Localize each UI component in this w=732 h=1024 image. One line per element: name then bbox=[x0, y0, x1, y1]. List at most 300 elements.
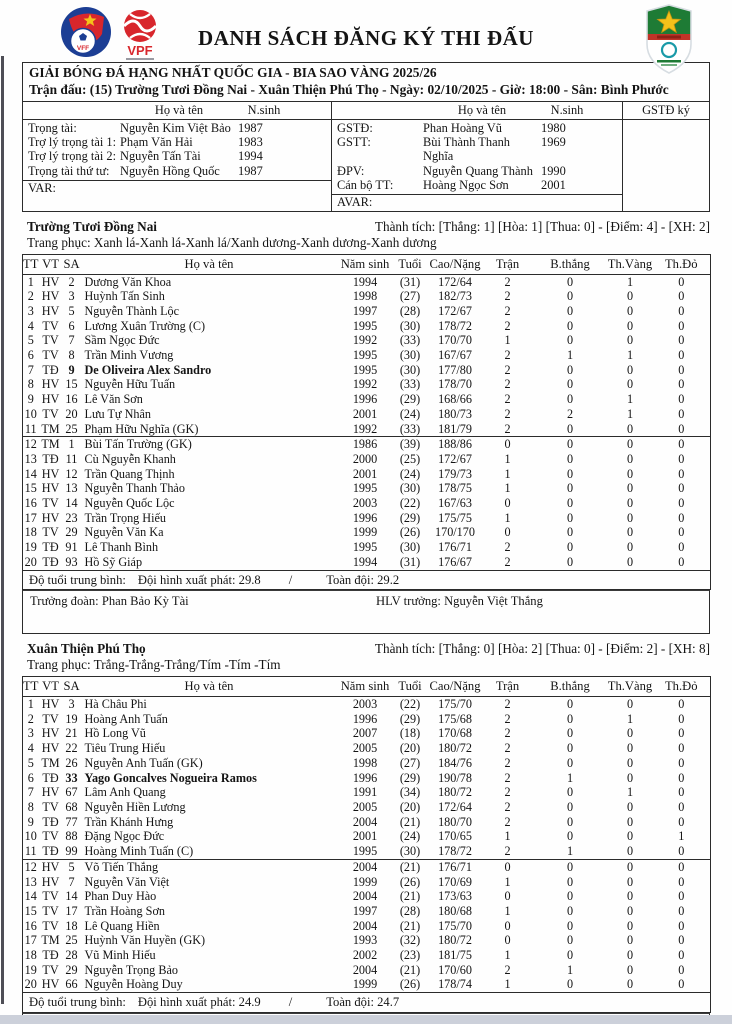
player-sa: 68 bbox=[65, 800, 78, 814]
player-match: 0 bbox=[504, 918, 511, 933]
official-row bbox=[332, 178, 622, 192]
player-born: 1995 bbox=[352, 318, 378, 333]
player-row bbox=[23, 697, 711, 712]
player-tt: 7 bbox=[27, 362, 34, 377]
player-match: 2 bbox=[504, 962, 511, 977]
player-vt: HV bbox=[41, 741, 60, 756]
player-born: 1992 bbox=[352, 377, 378, 392]
player-row bbox=[23, 875, 711, 890]
player-match: 1 bbox=[504, 903, 511, 918]
player-match: 2 bbox=[504, 770, 511, 785]
player-hw: 170/70 bbox=[438, 333, 472, 348]
player-hw: 176/71 bbox=[438, 540, 472, 555]
player-age: (26) bbox=[399, 525, 421, 540]
signature-column bbox=[622, 102, 709, 211]
player-age: (30) bbox=[399, 540, 421, 555]
player-hw: 177/80 bbox=[438, 362, 472, 377]
player-vt: HV bbox=[41, 481, 60, 496]
player-hw: 175/70 bbox=[438, 918, 472, 933]
col-header-goals: B.thắng bbox=[533, 677, 608, 697]
player-vt: HV bbox=[41, 274, 60, 289]
player-age: (20) bbox=[399, 800, 421, 814]
team2-kit: Trang phục: Trắng-Trắng-Trắng/Tím -Tím -Tím bbox=[27, 657, 281, 673]
player-match: 1 bbox=[504, 451, 511, 466]
player-born: 1998 bbox=[352, 755, 378, 770]
player-yellow: 0 bbox=[626, 362, 634, 377]
player-hw: 176/71 bbox=[428, 859, 483, 874]
player-sa: 22 bbox=[65, 741, 78, 756]
player-goals: 0 bbox=[566, 274, 574, 289]
player-tt: 6 bbox=[27, 348, 34, 363]
player-yellow: 0 bbox=[626, 333, 634, 348]
player-yellow: 1 bbox=[626, 348, 634, 363]
player-vt: TV bbox=[42, 711, 59, 726]
player-yellow: 1 bbox=[626, 274, 634, 289]
player-name: Hồ Sỹ Giáp bbox=[84, 554, 143, 569]
official-role: Trợ lý trọng tài 1: bbox=[28, 135, 117, 150]
official-row bbox=[23, 135, 331, 149]
player-name: Hoàng Anh Tuấn bbox=[84, 711, 168, 726]
player-born: 1995 bbox=[352, 362, 378, 377]
official-role: Trọng tài: bbox=[28, 121, 77, 135]
player-age: (26) bbox=[399, 977, 421, 992]
player-age: (21) bbox=[393, 859, 428, 874]
player-name: Hà Châu Phi bbox=[84, 697, 147, 712]
player-yellow: 0 bbox=[626, 510, 634, 525]
player-name: Nguyễn Hiền Lương bbox=[84, 800, 186, 814]
player-tt: 5 bbox=[27, 333, 34, 348]
player-name: Lương Xuân Trường (C) bbox=[84, 318, 206, 333]
official-name: Hoàng Ngọc Sơn bbox=[423, 177, 509, 192]
player-hw: 167/63 bbox=[438, 496, 472, 511]
official-name: Nguyễn Tấn Tài bbox=[120, 149, 201, 164]
player-tt: 2 bbox=[27, 289, 34, 304]
match-info: Trận đấu: (15) Trường Tươi Đồng Nai - Xuân Thiện Phú Thọ - Ngày: 02/10/2025 - Giờ: 18:00 - Sân: Bình Phước bbox=[29, 81, 669, 97]
player-row bbox=[23, 511, 711, 526]
player-hw: 167/67 bbox=[438, 348, 472, 363]
player-name: Nguyễn Văn Việt bbox=[84, 874, 170, 889]
player-yellow: 0 bbox=[626, 903, 634, 918]
player-name: Nguyễn Thành Lộc bbox=[84, 303, 180, 318]
player-yellow: 0 bbox=[626, 481, 634, 496]
player-yellow: 0 bbox=[626, 697, 634, 712]
col-header-red: Th.Đỏ bbox=[653, 677, 711, 697]
player-red: 0 bbox=[678, 697, 685, 712]
player-sa: 19 bbox=[65, 711, 78, 726]
player-hw: 190/78 bbox=[438, 770, 472, 785]
player-sa: 20 bbox=[65, 406, 78, 421]
player-name: Lâm Anh Quang bbox=[84, 785, 166, 800]
player-born: 1996 bbox=[352, 510, 378, 525]
player-match: 1 bbox=[504, 481, 511, 496]
official-row bbox=[23, 121, 331, 135]
player-age: (30) bbox=[399, 844, 421, 859]
col-header-goals: B.thắng bbox=[533, 254, 608, 274]
player-yellow: 0 bbox=[626, 933, 634, 948]
player-sa: 25 bbox=[65, 421, 78, 436]
player-age: (29) bbox=[399, 711, 421, 726]
player-sa: 67 bbox=[65, 785, 78, 800]
player-born: 1992 bbox=[352, 421, 378, 436]
player-sa: 5 bbox=[63, 859, 81, 874]
col-header-sa: SA bbox=[63, 254, 81, 274]
player-match: 0 bbox=[504, 933, 511, 948]
player-red: 0 bbox=[678, 525, 685, 540]
player-vt: TV bbox=[42, 962, 59, 977]
player-age: (22) bbox=[399, 496, 421, 511]
player-row bbox=[23, 948, 711, 963]
player-match: 2 bbox=[504, 540, 511, 555]
col-header-age: Tuổi bbox=[393, 677, 428, 697]
player-tt: 19 bbox=[24, 540, 37, 555]
player-match: 2 bbox=[504, 406, 511, 421]
player-tt: 1 bbox=[27, 697, 34, 712]
player-goals: 0 bbox=[566, 318, 574, 333]
player-name: Huỳnh Tấn Sinh bbox=[84, 289, 165, 304]
player-sa: 3 bbox=[68, 289, 75, 304]
player-yellow: 0 bbox=[626, 525, 634, 540]
player-name: Dương Văn Khoa bbox=[84, 274, 172, 289]
player-born: 1991 bbox=[352, 785, 378, 800]
player-age: (21) bbox=[399, 962, 421, 977]
player-age: (21) bbox=[399, 889, 421, 904]
player-match: 2 bbox=[504, 554, 511, 569]
player-name: Lưu Tự Nhân bbox=[84, 406, 151, 421]
player-tt: 12 bbox=[23, 859, 39, 874]
player-age: (18) bbox=[399, 726, 421, 741]
player-yellow: 0 bbox=[626, 829, 634, 844]
scan-edge-line bbox=[1, 56, 4, 1004]
player-tt: 17 bbox=[24, 933, 37, 948]
player-sa: 14 bbox=[65, 496, 78, 511]
player-vt: HV bbox=[41, 289, 60, 304]
official-name: Nguyễn Kim Việt Bảo bbox=[120, 121, 231, 135]
col-header-match: Trận bbox=[483, 254, 533, 274]
player-tt: 13 bbox=[24, 451, 37, 466]
player-red: 0 bbox=[678, 348, 685, 363]
player-hw: 178/72 bbox=[438, 844, 472, 859]
player-row bbox=[23, 422, 711, 437]
player-vt: HV bbox=[41, 377, 60, 392]
player-born: 1995 bbox=[352, 348, 378, 363]
player-hw: 180/68 bbox=[438, 903, 472, 918]
player-row bbox=[23, 289, 711, 304]
player-name: Đặng Ngọc Đức bbox=[84, 829, 165, 844]
team2-record: Thành tích: [Thắng: 0] [Hòa: 2] [Thua: 0] - [Điểm: 2] - [XH: 8] bbox=[374, 641, 710, 657]
player-row bbox=[23, 963, 711, 978]
player-yellow: 0 bbox=[626, 554, 634, 569]
player-born: 1986 bbox=[338, 437, 393, 452]
player-sa: 7 bbox=[68, 333, 75, 348]
player-red: 0 bbox=[678, 726, 685, 741]
player-hw: 178/74 bbox=[438, 977, 472, 992]
avg-total: Toàn đội: 29.2 bbox=[326, 572, 400, 587]
player-sa: 99 bbox=[65, 844, 78, 859]
official-role: ĐPV: bbox=[337, 163, 365, 178]
player-name: Nguyễn Thanh Thảo bbox=[84, 481, 185, 496]
player-name: Nguyễn Hữu Tuấn bbox=[84, 377, 176, 392]
player-hw: 180/72 bbox=[438, 785, 472, 800]
official-birth-year: 1969 bbox=[541, 135, 566, 150]
player-born: 2004 bbox=[352, 814, 378, 829]
player-match: 2 bbox=[504, 289, 511, 304]
player-red: 0 bbox=[678, 274, 685, 289]
player-born: 1999 bbox=[352, 874, 378, 889]
player-vt: TV bbox=[42, 800, 59, 814]
player-match: 2 bbox=[504, 318, 511, 333]
var-label: VAR: bbox=[23, 180, 331, 197]
player-hw: 180/72 bbox=[438, 741, 472, 756]
player-sa: 18 bbox=[65, 918, 78, 933]
player-row bbox=[23, 919, 711, 934]
official-row bbox=[23, 164, 331, 178]
avg-starting: Đội hình xuất phát: 24.9 bbox=[137, 995, 261, 1010]
player-age: (28) bbox=[399, 903, 421, 918]
player-red: 0 bbox=[678, 377, 685, 392]
player-row bbox=[23, 377, 711, 392]
player-hw: 182/73 bbox=[438, 289, 472, 304]
player-vt: HV bbox=[41, 392, 60, 407]
player-sa: 13 bbox=[65, 481, 78, 496]
player-yellow: 0 bbox=[626, 755, 634, 770]
player-born: 1996 bbox=[352, 770, 378, 785]
document-header bbox=[0, 0, 732, 62]
player-row bbox=[23, 933, 711, 948]
col-header-vt: VT bbox=[39, 254, 63, 274]
player-hw: 170/60 bbox=[438, 962, 472, 977]
player-match: 0 bbox=[504, 889, 511, 904]
avg-age-row bbox=[23, 993, 711, 1013]
player-goals: 0 bbox=[566, 481, 574, 496]
officials-right-section bbox=[331, 102, 622, 211]
player-row bbox=[23, 319, 711, 334]
player-name: Trần Minh Vương bbox=[84, 348, 174, 363]
col-header-yellow: Th.Vàng bbox=[608, 254, 653, 274]
player-born: 2004 bbox=[352, 962, 378, 977]
player-age: (25) bbox=[399, 451, 421, 466]
player-born: 1999 bbox=[352, 525, 378, 540]
player-age: (21) bbox=[399, 918, 421, 933]
player-match: 1 bbox=[504, 333, 511, 348]
player-tt: 9 bbox=[27, 814, 34, 829]
player-red: 0 bbox=[678, 540, 685, 555]
player-goals: 0 bbox=[566, 510, 574, 525]
player-yellow: 1 bbox=[626, 392, 634, 407]
player-yellow: 1 bbox=[626, 711, 634, 726]
player-match: 1 bbox=[504, 977, 511, 992]
player-age: (33) bbox=[399, 333, 421, 348]
col-header-age: Tuổi bbox=[393, 254, 428, 274]
col-header-tt: TT bbox=[23, 677, 39, 697]
player-age: (24) bbox=[399, 406, 421, 421]
name-column-header: Họ và tên bbox=[457, 103, 507, 117]
player-tt: 8 bbox=[27, 800, 34, 814]
player-goals: 0 bbox=[566, 814, 574, 829]
player-red: 0 bbox=[678, 392, 685, 407]
player-goals: 0 bbox=[566, 785, 574, 800]
player-yellow: 1 bbox=[626, 785, 634, 800]
official-row bbox=[23, 149, 331, 163]
player-born: 1992 bbox=[352, 333, 378, 348]
player-age: (23) bbox=[399, 948, 421, 963]
player-hw: 180/73 bbox=[438, 406, 472, 421]
player-goals: 0 bbox=[566, 977, 574, 992]
player-age: (27) bbox=[399, 755, 421, 770]
player-goals: 0 bbox=[566, 466, 574, 481]
player-red: 0 bbox=[678, 918, 685, 933]
player-goals: 0 bbox=[566, 697, 574, 712]
player-name: Trần Hoàng Sơn bbox=[84, 903, 165, 918]
player-red: 0 bbox=[678, 874, 685, 889]
page-title: DANH SÁCH ĐĂNG KÝ THI ĐẤU bbox=[198, 26, 534, 50]
player-vt: TM bbox=[41, 933, 60, 948]
player-sa: 3 bbox=[68, 697, 75, 712]
official-name: Bùi Thành Thanh Nghĩa bbox=[423, 135, 510, 164]
player-name: Bùi Tấn Trường (GK) bbox=[81, 437, 338, 452]
player-yellow: 0 bbox=[626, 726, 634, 741]
player-row bbox=[23, 829, 711, 844]
player-vt: TĐ bbox=[42, 451, 59, 466]
player-goals: 0 bbox=[566, 496, 574, 511]
blank-cell bbox=[332, 102, 423, 119]
player-goals: 0 bbox=[566, 421, 574, 436]
player-hw: 170/69 bbox=[438, 874, 472, 889]
player-name: Nguyễn Trọng Bảo bbox=[84, 962, 178, 977]
player-row bbox=[23, 540, 711, 555]
player-age: (34) bbox=[399, 785, 421, 800]
player-match: 2 bbox=[504, 377, 511, 392]
player-name: De Oliveira Alex Sandro bbox=[84, 362, 212, 377]
player-sa: 29 bbox=[65, 962, 78, 977]
player-age: (33) bbox=[399, 377, 421, 392]
official-birth-year: 2001 bbox=[541, 177, 566, 192]
player-born: 2005 bbox=[352, 800, 378, 814]
player-age: (27) bbox=[399, 289, 421, 304]
player-tt: 14 bbox=[24, 466, 37, 481]
official-name: Phạm Văn Hải bbox=[120, 135, 193, 150]
avg-total: Toàn đội: 24.7 bbox=[326, 995, 400, 1010]
player-yellow: 0 bbox=[626, 962, 634, 977]
col-header-tt: TT bbox=[23, 254, 39, 274]
player-name: Cù Nguyễn Khanh bbox=[84, 451, 176, 466]
player-vt: TĐ bbox=[42, 770, 59, 785]
player-red: 0 bbox=[678, 421, 685, 436]
player-born: 2004 bbox=[352, 918, 378, 933]
player-red: 0 bbox=[678, 977, 685, 992]
player-born: 1998 bbox=[352, 289, 378, 304]
player-vt: HV bbox=[41, 785, 60, 800]
player-sa: 2 bbox=[68, 274, 75, 289]
player-born: 2000 bbox=[352, 451, 378, 466]
player-born: 1993 bbox=[352, 933, 378, 948]
player-sa: 9 bbox=[68, 362, 75, 377]
player-vt: HV bbox=[39, 859, 63, 874]
player-goals: 0 bbox=[566, 540, 574, 555]
player-red: 0 bbox=[678, 303, 685, 318]
player-age: (24) bbox=[399, 829, 421, 844]
player-sa: 28 bbox=[65, 948, 78, 963]
avg-separator: / bbox=[288, 572, 293, 587]
player-row bbox=[23, 452, 711, 467]
player-red: 0 bbox=[653, 437, 711, 452]
team1-record: Thành tích: [Thắng: 1] [Hòa: 1] [Thua: 0] - [Điểm: 4] - [XH: 2] bbox=[374, 218, 710, 234]
player-yellow: 0 bbox=[626, 496, 634, 511]
team2-name: Xuân Thiện Phú Thọ bbox=[27, 641, 146, 657]
player-age: (30) bbox=[399, 481, 421, 496]
player-sa: 6 bbox=[68, 318, 75, 333]
player-goals: 0 bbox=[566, 933, 574, 948]
name-column-header: Họ và tên bbox=[154, 103, 204, 117]
player-tt: 7 bbox=[27, 785, 34, 800]
player-goals: 0 bbox=[566, 289, 574, 304]
competition-box bbox=[22, 62, 710, 102]
player-goals: 0 bbox=[566, 948, 574, 963]
player-tt: 4 bbox=[27, 741, 34, 756]
player-age: (20) bbox=[399, 741, 421, 756]
player-tt: 16 bbox=[24, 918, 37, 933]
player-match: 2 bbox=[504, 785, 511, 800]
player-red: 0 bbox=[678, 785, 685, 800]
player-age: (29) bbox=[399, 392, 421, 407]
player-red: 0 bbox=[678, 318, 685, 333]
player-goals: 0 bbox=[566, 903, 574, 918]
player-age: (31) bbox=[399, 274, 421, 289]
player-row bbox=[23, 771, 711, 786]
player-age: (28) bbox=[399, 303, 421, 318]
avg-separator: / bbox=[288, 995, 293, 1010]
player-tt: 12 bbox=[23, 437, 39, 452]
player-vt: HV bbox=[41, 977, 60, 992]
player-hw: 180/70 bbox=[438, 814, 472, 829]
player-vt: TV bbox=[42, 406, 59, 421]
player-goals: 0 bbox=[566, 874, 574, 889]
player-hw: 175/68 bbox=[438, 711, 472, 726]
player-hw: 172/67 bbox=[438, 303, 472, 318]
player-born: 2005 bbox=[352, 741, 378, 756]
team2-roster-table bbox=[22, 676, 711, 1013]
player-red: 0 bbox=[678, 333, 685, 348]
player-goals: 0 bbox=[566, 333, 574, 348]
player-red: 0 bbox=[678, 962, 685, 977]
player-vt: TV bbox=[42, 318, 59, 333]
player-vt: TM bbox=[39, 437, 63, 452]
player-name: Huỳnh Văn Huyền (GK) bbox=[84, 933, 206, 948]
player-name: Trần Quang Thịnh bbox=[84, 466, 175, 481]
official-role: Cán bộ TT: bbox=[337, 177, 394, 192]
player-row bbox=[23, 363, 711, 378]
player-hw: 178/70 bbox=[438, 377, 472, 392]
player-vt: TĐ bbox=[42, 554, 59, 569]
player-vt: TV bbox=[42, 918, 59, 933]
player-match: 2 bbox=[504, 726, 511, 741]
player-hw: 181/79 bbox=[438, 421, 472, 436]
player-yellow: 0 bbox=[626, 874, 634, 889]
player-hw: 168/66 bbox=[438, 392, 472, 407]
player-age: (30) bbox=[399, 318, 421, 333]
player-sa: 23 bbox=[65, 510, 78, 525]
player-red: 0 bbox=[678, 844, 685, 859]
player-name: Võ Tiến Thắng bbox=[81, 859, 338, 874]
player-hw: 176/67 bbox=[438, 554, 472, 569]
player-tt: 10 bbox=[24, 829, 37, 844]
player-sa: 66 bbox=[65, 977, 78, 992]
scan-bottom-band bbox=[0, 1015, 732, 1024]
player-goals: 0 bbox=[533, 859, 608, 874]
player-row bbox=[23, 467, 711, 482]
player-row bbox=[23, 496, 711, 511]
player-match: 1 bbox=[504, 948, 511, 963]
player-tt: 19 bbox=[24, 962, 37, 977]
